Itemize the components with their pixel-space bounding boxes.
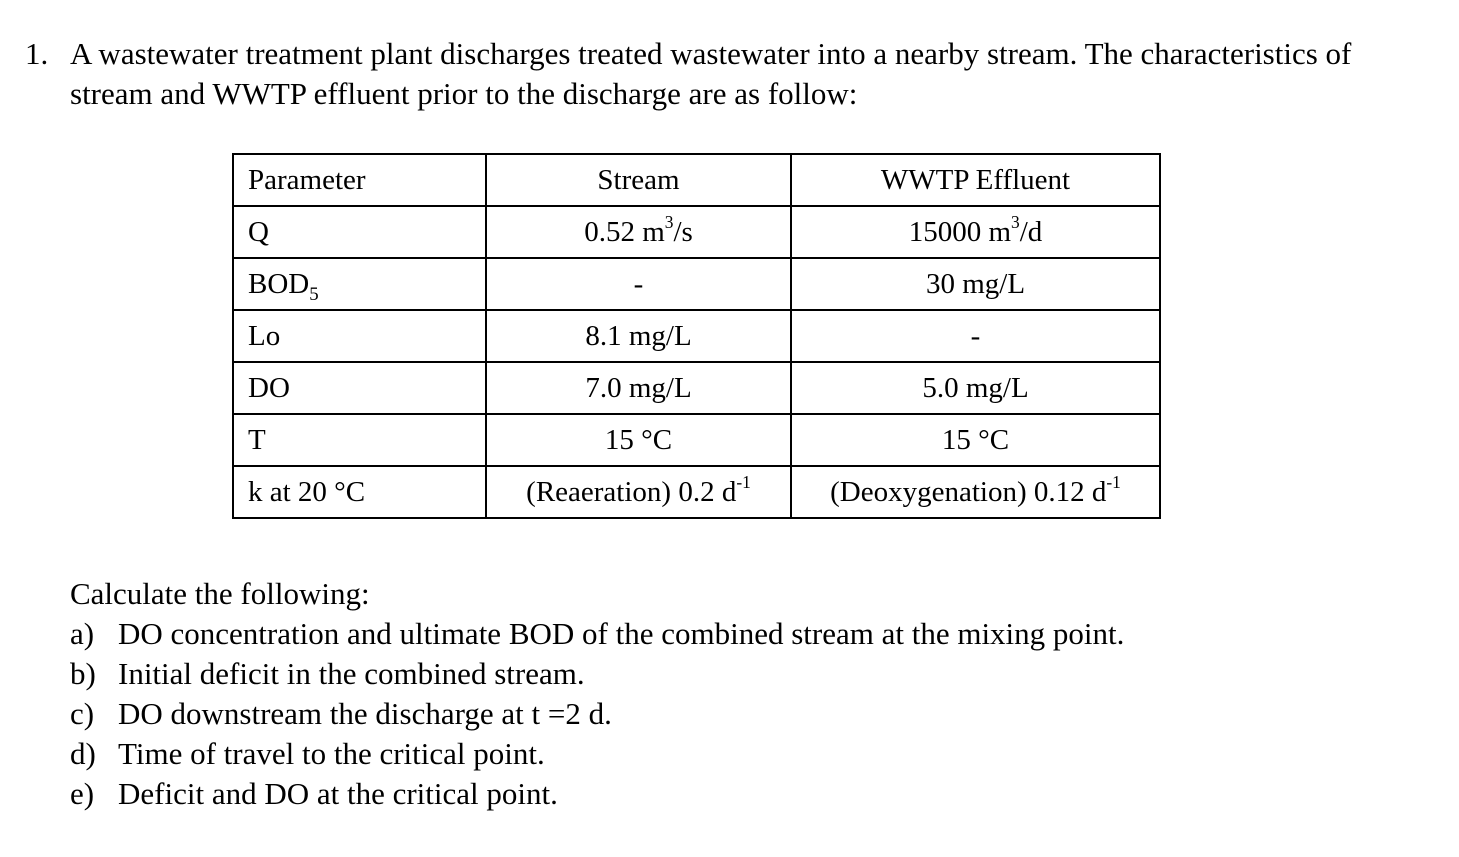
table-row: [233, 310, 1160, 362]
table-row: [233, 258, 1160, 310]
table-header-row: [233, 154, 1160, 206]
list-item-text: DO downstream the discharge at t =2 d.: [118, 696, 612, 731]
header-wwtp-effluent: WWTP Effluent: [791, 154, 1160, 206]
row-stream-value: 0.52 $m^3/s$: [486, 206, 791, 258]
list-item: [70, 654, 585, 694]
question-text-line-2: stream and WWTP effluent prior to the discharge are as follow:: [70, 76, 858, 111]
list-item-letter: c): [70, 696, 95, 731]
question-text-line-1: A wastewater treatment plant discharges treated wastewater into a nearby stream. The characteristics of: [70, 36, 1352, 71]
row-effluent-value: 15000 $m^3/d$: [791, 206, 1160, 258]
list-item-text: DO concentration and ultimate BOD of the combined stream at the mixing point.: [118, 616, 1125, 651]
row-effluent-value: 5.0 mg/L: [791, 362, 1160, 414]
list-item: [70, 734, 545, 774]
row-param: DO: [233, 362, 486, 414]
row-stream-value: 7.0 mg/L: [486, 362, 791, 414]
row-param: Q: [233, 206, 486, 258]
list-item-letter: d): [70, 736, 96, 771]
list-item: [70, 694, 612, 734]
list-item-letter: b): [70, 656, 96, 691]
row-effluent-value: 15 °C: [791, 414, 1160, 466]
header-stream: Stream: [486, 154, 791, 206]
list-item-letter: e): [70, 776, 95, 811]
row-param: $BOD_5$: [233, 258, 486, 310]
row-param: T: [233, 414, 486, 466]
table-row: [233, 466, 1160, 518]
table-row: [233, 206, 1160, 258]
header-parameter: Parameter: [233, 154, 486, 206]
list-item-letter: a): [70, 616, 95, 651]
row-stream-value: -: [486, 258, 791, 310]
row-effluent-value: (Deoxygenation) 0.12 $d^{-1}$: [791, 466, 1160, 518]
parameters-table: [232, 153, 1161, 519]
calculate-heading: Calculate the following:: [70, 576, 370, 611]
row-stream-value: (Reaeration) 0.2 $d^{-1}$: [486, 466, 791, 518]
row-param: Lo: [233, 310, 486, 362]
list-item-text: Initial deficit in the combined stream.: [118, 656, 585, 691]
row-stream-value: 15 °C: [486, 414, 791, 466]
table-row: [233, 414, 1160, 466]
table-row: [233, 362, 1160, 414]
list-item-text: Time of travel to the critical point.: [118, 736, 545, 771]
row-effluent-value: 30 mg/L: [791, 258, 1160, 310]
list-item: [70, 774, 558, 814]
question-number: 1.: [25, 36, 49, 71]
row-param: k at 20 °C: [233, 466, 486, 518]
row-stream-value: 8.1 mg/L: [486, 310, 791, 362]
list-item-text: Deficit and DO at the critical point.: [118, 776, 558, 811]
list-item: [70, 614, 1124, 654]
row-effluent-value: -: [791, 310, 1160, 362]
